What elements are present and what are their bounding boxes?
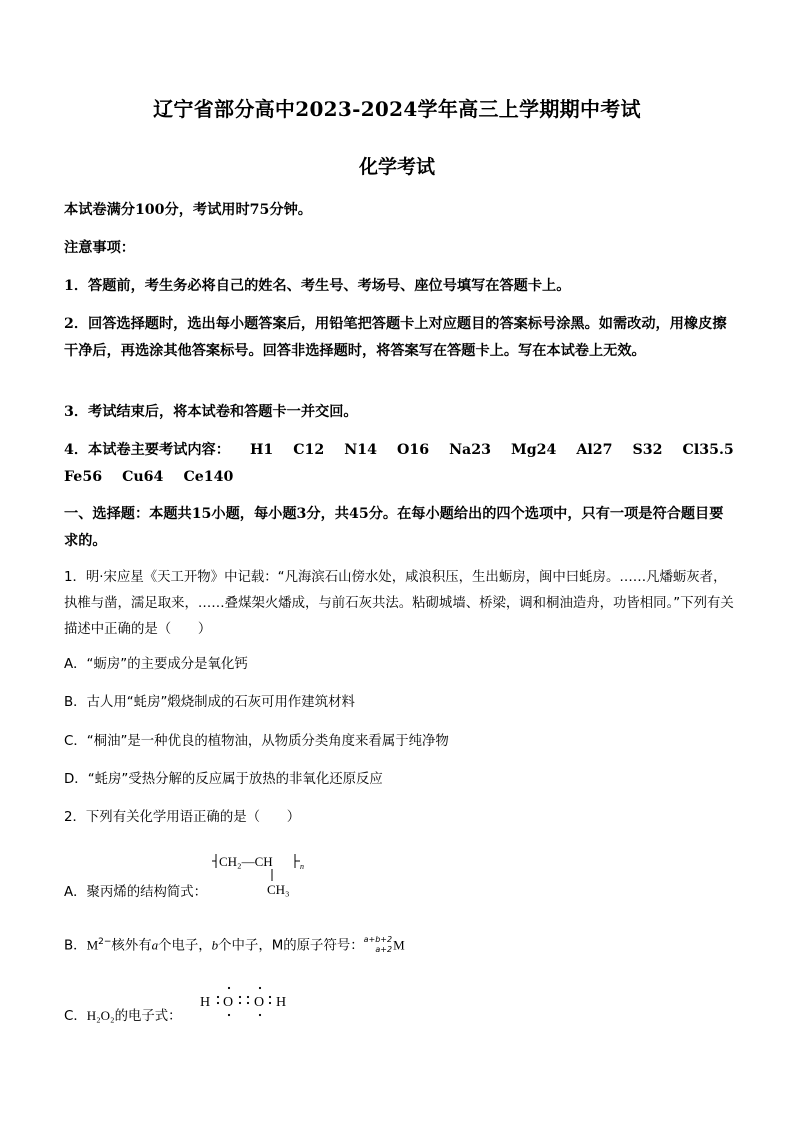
- notice-item-3: 3．考试结束后，将本试卷和答题卡一并交回。: [64, 404, 358, 420]
- element-mass: N14: [344, 442, 377, 458]
- polymer-backbone: CH₂—CH: [219, 854, 273, 869]
- degree-n: n: [300, 862, 304, 871]
- element-mass: H1: [249, 442, 274, 458]
- nuclide-numbers: a+b+2 a+2: [363, 935, 393, 955]
- q2-option-a: A．聚丙烯的结构简式：: [64, 885, 208, 900]
- lewis-atom: H: [276, 995, 287, 1010]
- lewis-atom: O: [254, 995, 265, 1010]
- exam-subtitle: 化学考试: [358, 156, 435, 178]
- element-mass: Ce140: [183, 469, 234, 485]
- q1-option-d: D．“蚝房”受热分解的反应属于放热的非氧化还原反应: [64, 772, 383, 787]
- element-mass: O16: [396, 442, 430, 458]
- element-mass: Cl35.5: [682, 442, 734, 458]
- notice-heading: 注意事项：: [64, 240, 135, 256]
- section-heading: 一、选择题：本题共15小题，每小题3分，共45分。在每小题给出的四个选项中，只有一项是符合题目要求的。: [64, 506, 724, 549]
- notice-item-2: 2．回答选择题时，选出每小题答案后，用铅笔把答题卡上对应题目的答案标号涂黑。如需改动，用橡皮擦干净后，再选涂其他答案标号。回答非选择题时，将答案写在答题卡上。写在本试卷上无效。: [64, 316, 727, 359]
- lewis-atom: O: [223, 995, 234, 1010]
- q2-option-c: C．H₂O₂的电子式：: [64, 1008, 182, 1024]
- score-note: 本试卷满分100分，考试用时75分钟。: [64, 202, 312, 218]
- element-mass: S32: [632, 442, 663, 458]
- element-mass: Cu64: [122, 469, 164, 485]
- lewis-atom: H: [200, 995, 211, 1010]
- q1-stem: 1．明·宋应星《天工开物》中记载：“凡海滨石山傍水处，咸浪积压，生出蛎房，闽中曰蚝房。……凡燔蛎灰者，执椎与凿，濡足取来，……叠煤架火燔成，与前石灰共法。粘砌城墙、桥梁，调和桐油造舟，功皆相同。”下列有关描述中正确的是（ ）: [64, 570, 734, 637]
- element-mass: Al27: [576, 442, 613, 458]
- q1-option-a: A．“蛎房”的主要成分是氧化钙: [64, 657, 248, 672]
- q2-stem: 2．下列有关化学用语正确的是（ ）: [64, 810, 301, 825]
- q2-option-b: B．$M^{2-}$核外有a个电子，b个中子，M的原子符号： a+b+2 a+2 M: [64, 935, 405, 955]
- item4-prefix: 4．本试卷主要考试内容：: [64, 442, 230, 458]
- element-mass: Na23: [449, 442, 491, 458]
- q1-option-b: B．古人用“蚝房”煅烧制成的石灰可用作建筑材料: [64, 695, 355, 710]
- methyl-branch: CH₃: [267, 882, 290, 897]
- notice-item-1: 1．答题前，考生务必将自己的姓名、考生号、考场号、座位号填写在答题卡上。: [64, 278, 571, 294]
- element-mass: Fe56: [64, 469, 103, 485]
- element-mass: C12: [293, 442, 325, 458]
- q1-option-c: C．“桐油”是一种优良的植物油，从物质分类角度来看属于纯净物: [64, 734, 449, 749]
- exam-title: 辽宁省部分高中2023-2024学年高三上学期期中考试: [153, 97, 641, 121]
- left-bracket: [212, 854, 216, 868]
- notice-item-4: [64, 437, 736, 491]
- element-mass: Mg24: [511, 442, 557, 458]
